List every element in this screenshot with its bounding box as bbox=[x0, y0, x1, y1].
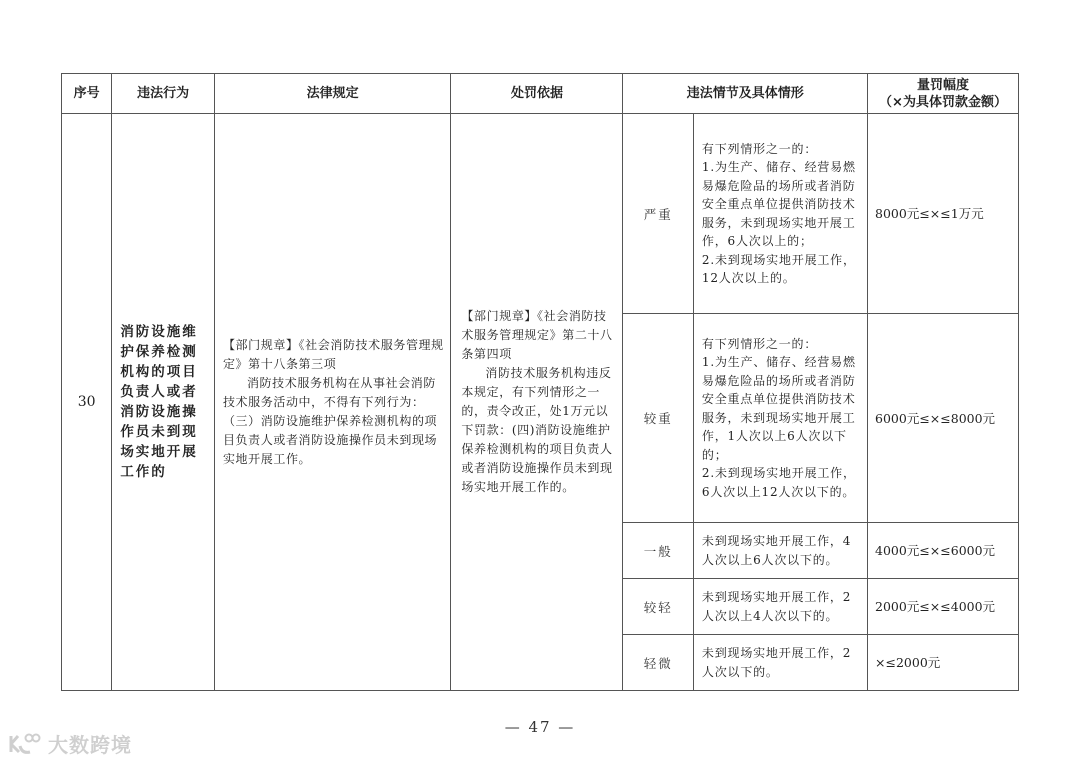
penalty-basis-title: 【部门规章】《社会消防技术服务管理规定》第二十八条第四项 bbox=[461, 309, 613, 361]
table-row bbox=[62, 114, 1019, 314]
detail-serious bbox=[693, 314, 867, 523]
detail-slight: 未到现场实地开展工作，2人次以下的。 bbox=[693, 635, 867, 691]
header-basis: 处罚依据 bbox=[451, 74, 623, 114]
detail-line: 2.未到现场实地开展工作，6人次以上12人次以下的。 bbox=[701, 466, 856, 499]
detail-line: 1.为生产、储存、经营易燃易爆危险品的场所或者消防安全重点单位提供消防技术服务，未到现场实地开展工作，1人次以上6人次以下的； bbox=[701, 355, 856, 462]
watermark bbox=[8, 729, 132, 758]
penalty-basis bbox=[451, 114, 623, 691]
level-serious: 较重 bbox=[623, 314, 693, 523]
watermark-logo-icon bbox=[8, 732, 42, 756]
detail-severe bbox=[693, 114, 867, 314]
detail-line: 1.为生产、储存、经营易燃易爆危险品的场所或者消防安全重点单位提供消防技术服务，未到现场实地开展工作，6人次以上的； bbox=[701, 160, 856, 248]
penalty-table bbox=[61, 73, 1019, 691]
legal-provision-body: 消防技术服务机构在从事社会消防技术服务活动中，不得有下列行为：（三）消防设施维护保养检测机构的项目负责人或者消防设施操作员未到现场实地开展工作。 bbox=[222, 375, 438, 466]
level-slight: 轻微 bbox=[623, 635, 693, 691]
row-number: 30 bbox=[62, 114, 112, 691]
range-minor: 2000元≤×≤4000元 bbox=[868, 579, 1019, 635]
penalty-basis-body: 消防技术服务机构违反本规定，有下列情形之一的，责令改正，处1万元以下罚款：(四)消防设施维护保养检测机构的项目负责人或者消防设施操作员未到现场实地开展工作的。 bbox=[461, 366, 613, 494]
level-general: 一般 bbox=[623, 523, 693, 579]
header-act: 违法行为 bbox=[112, 74, 215, 114]
header-no: 序号 bbox=[62, 74, 112, 114]
detail-general: 未到现场实地开展工作，4人次以上6人次以下的。 bbox=[693, 523, 867, 579]
watermark-text: 大数跨境 bbox=[48, 733, 132, 757]
table-header-row bbox=[62, 74, 1019, 114]
legal-provision bbox=[214, 114, 450, 691]
detail-line: 2.未到现场实地开展工作，12人次以上的。 bbox=[701, 252, 856, 285]
level-severe: 严重 bbox=[623, 114, 693, 314]
violation-act: 消防设施维护保养检测机构的项目负责人或者消防设施操作员未到现场实地开展工作的 bbox=[112, 114, 215, 691]
header-detail: 违法情节及具体情形 bbox=[623, 74, 868, 114]
legal-provision-title: 【部门规章】《社会消防技术服务管理规定》第十八条第三项 bbox=[222, 337, 444, 371]
header-range-note: （×为具体罚款金额） bbox=[879, 94, 1007, 110]
detail-line: 有下列情形之一的： bbox=[701, 336, 818, 351]
range-serious: 6000元≤×≤8000元 bbox=[868, 314, 1019, 523]
detail-line: 有下列情形之一的： bbox=[701, 141, 818, 156]
detail-minor: 未到现场实地开展工作，2人次以上4人次以下的。 bbox=[693, 579, 867, 635]
header-law: 法律规定 bbox=[214, 74, 450, 114]
page-number: — 47 — bbox=[504, 718, 576, 736]
header-range bbox=[868, 74, 1019, 114]
level-minor: 较轻 bbox=[623, 579, 693, 635]
header-range-title: 量罚幅度 bbox=[917, 77, 970, 93]
range-slight: ×≤2000元 bbox=[868, 635, 1019, 691]
range-severe: 8000元≤×≤1万元 bbox=[868, 114, 1019, 314]
range-general: 4000元≤×≤6000元 bbox=[868, 523, 1019, 579]
